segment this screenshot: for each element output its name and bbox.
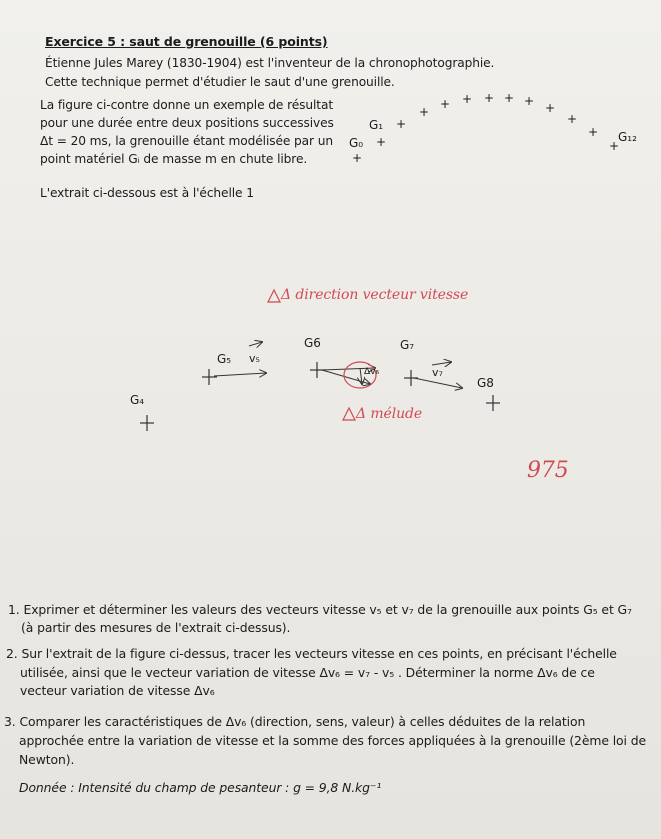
point-marker: + [567, 112, 578, 126]
v7-arrow [414, 378, 462, 388]
g8-marker [486, 395, 500, 411]
label-v7: v₇ [432, 366, 443, 379]
label-g12: G₁₂ [618, 130, 637, 144]
question-3-line-2: approchée entre la variation de vitesse et la somme des forces appliquées à la grenouille (2ème loi de [19, 733, 646, 748]
question-3-line-1: 3. Comparer les caractéristiques de Δv₆ (direction, sens, valeur) à celles déduites de la relation [4, 714, 586, 729]
question-1-line-1: 1. Exprimer et déterminer les valeurs des vecteurs vitesse v₅ et v₇ de la grenouille aux points G₅ et G₇ [8, 602, 632, 617]
point-marker: + [524, 94, 535, 108]
point-marker: + [504, 91, 515, 105]
label-g5: G₅ [217, 352, 232, 366]
desc-line-1: La figure ci-contre donne un exemple de résultat [40, 98, 334, 112]
point-marker: + [545, 101, 556, 115]
point-marker: + [419, 105, 430, 119]
point-marker: + [352, 151, 363, 165]
scale-note: L'extrait ci-dessous est à l'échelle 1 [40, 186, 254, 200]
question-3-line-3: Newton). [19, 752, 75, 767]
question-2-line-1: 2. Sur l'extrait de la figure ci-dessus, tracer les vecteurs vitesse en ces points, en précisant l'échelle [6, 646, 617, 661]
question-2-line-2: utilisée, ainsi que le vecteur variation de vitesse Δv₆ = v₇ - v₅ . Déterminer la norme Δv₆ de ce [20, 665, 595, 680]
label-g0: G₀ [349, 136, 364, 150]
handwritten-note-number: 975 [527, 458, 569, 483]
point-marker: + [396, 117, 407, 131]
label-v5: v₅ [249, 352, 260, 365]
handwritten-note-direction: Δ direction vecteur vitesse [281, 287, 469, 303]
g4-marker [140, 415, 154, 431]
label-g7: G₇ [400, 338, 415, 352]
label-g8: G8 [477, 376, 494, 390]
label-g1: G₁ [369, 118, 384, 132]
point-marker: + [462, 92, 473, 106]
desc-line-4: point matériel Gᵢ de masse m en chute libre. [40, 152, 308, 166]
handwritten-note-melude: Δ mélude [356, 406, 423, 422]
point-marker: + [440, 97, 451, 111]
question-1-line-2: (à partir des mesures de l'extrait ci-dessus). [21, 620, 291, 635]
question-2-line-3: vecteur variation de vitesse Δv₆ [20, 683, 215, 698]
intro-line-2: Cette technique permet d'étudier le saut d'une grenouille. [45, 75, 395, 89]
point-marker: + [609, 139, 620, 153]
label-dv6: Δv₆ [364, 367, 380, 377]
label-g6: G6 [304, 336, 321, 350]
v5-arrow [214, 373, 266, 376]
intro-line-1: Étienne Jules Marey (1830-1904) est l'inventeur de la chronophotographie. [45, 56, 495, 70]
desc-line-2: pour une durée entre deux positions successives [40, 116, 334, 130]
data-given: Donnée : Intensité du champ de pesanteur : g = 9,8 N.kg⁻¹ [19, 780, 382, 795]
point-marker: + [484, 91, 495, 105]
point-marker: + [588, 125, 599, 139]
exercise-title: Exercice 5 : saut de grenouille (6 points) [45, 34, 328, 49]
point-marker: + [376, 135, 387, 149]
label-g4: G₄ [130, 393, 145, 407]
desc-line-3: Δt = 20 ms, la grenouille étant modélisée par un [40, 134, 333, 148]
g5-marker [202, 369, 217, 385]
